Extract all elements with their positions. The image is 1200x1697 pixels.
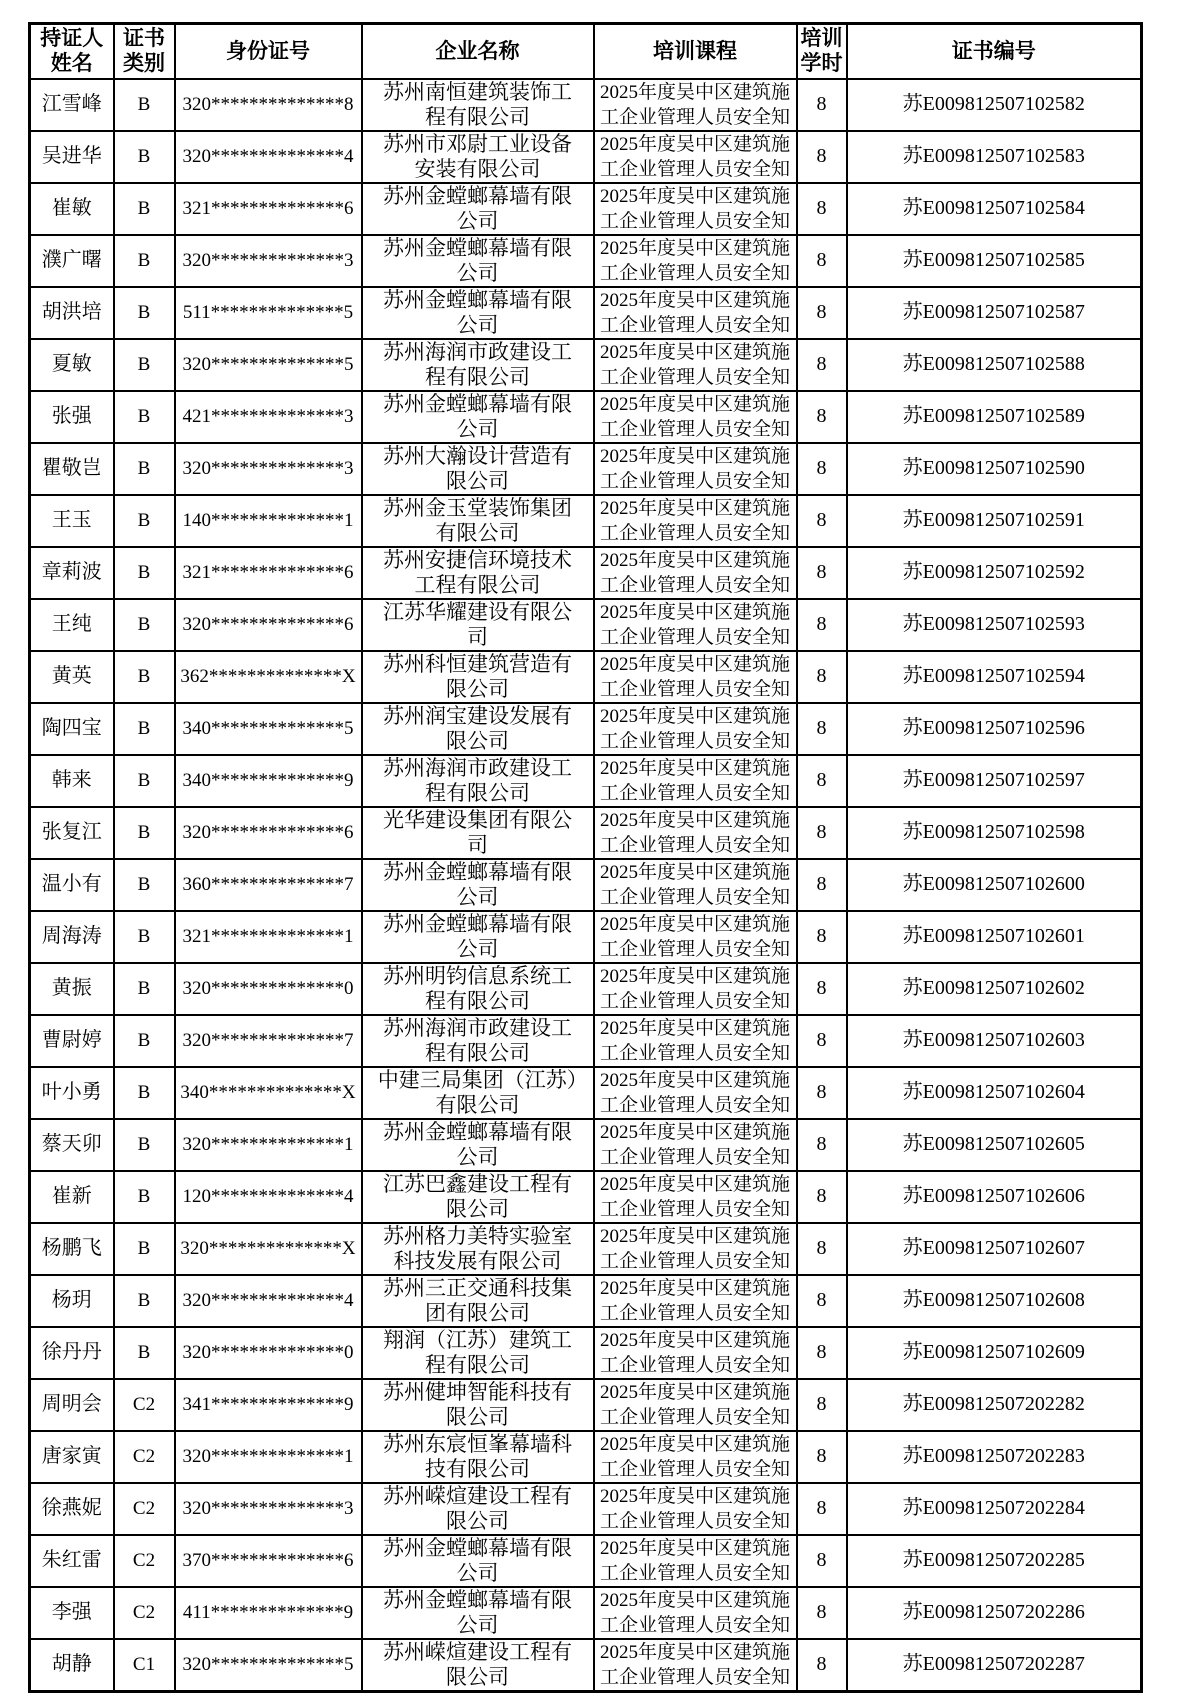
table-row [30, 287, 1142, 339]
cert-number-cell: 苏E009812507102590 [847, 443, 1142, 495]
header-row [30, 24, 1142, 79]
table-row [30, 1587, 1142, 1639]
table-row [30, 1015, 1142, 1067]
company-name-cell: 苏州安捷信环境技术工程有限公司 [362, 547, 594, 599]
id-number-cell: 140**************1 [175, 495, 362, 547]
hours-cell: 8 [797, 495, 847, 547]
table-row [30, 131, 1142, 183]
holder-name-cell: 瞿敬岂 [30, 443, 114, 495]
cert-category-cell: C2 [114, 1431, 175, 1483]
id-number-cell: 320**************5 [175, 1639, 362, 1692]
table-row [30, 1327, 1142, 1379]
hours-cell: 8 [797, 1431, 847, 1483]
cert-category-cell: B [114, 911, 175, 963]
hours-cell: 8 [797, 963, 847, 1015]
course-cell: 2025年度吴中区建筑施工企业管理人员安全知 [594, 495, 797, 547]
course-cell: 2025年度吴中区建筑施工企业管理人员安全知 [594, 1483, 797, 1535]
hours-cell: 8 [797, 287, 847, 339]
holder-name-cell: 夏敏 [30, 339, 114, 391]
holder-name-cell: 黄振 [30, 963, 114, 1015]
hours-cell: 8 [797, 131, 847, 183]
id-number-cell: 320**************7 [175, 1015, 362, 1067]
id-number-cell: 320**************5 [175, 339, 362, 391]
id-number-cell: 340**************5 [175, 703, 362, 755]
course-cell: 2025年度吴中区建筑施工企业管理人员安全知 [594, 235, 797, 287]
table-row [30, 443, 1142, 495]
course-cell: 2025年度吴中区建筑施工企业管理人员安全知 [594, 1327, 797, 1379]
cert-category-cell: B [114, 235, 175, 287]
cert-number-cell: 苏E009812507102606 [847, 1171, 1142, 1223]
holder-name-cell: 杨鹏飞 [30, 1223, 114, 1275]
cert-category-cell: B [114, 547, 175, 599]
id-number-cell: 421**************3 [175, 391, 362, 443]
cert-category-cell: B [114, 391, 175, 443]
holder-name-cell: 徐丹丹 [30, 1327, 114, 1379]
cert-category-cell: B [114, 79, 175, 131]
table-row [30, 963, 1142, 1015]
holder-name-cell: 王玉 [30, 495, 114, 547]
holder-name-cell: 徐燕妮 [30, 1483, 114, 1535]
course-cell: 2025年度吴中区建筑施工企业管理人员安全知 [594, 859, 797, 911]
cert-category-cell: C1 [114, 1639, 175, 1692]
course-cell: 2025年度吴中区建筑施工企业管理人员安全知 [594, 1431, 797, 1483]
cert-number-cell: 苏E009812507102604 [847, 1067, 1142, 1119]
company-name-cell: 苏州南恒建筑装饰工程有限公司 [362, 79, 594, 131]
cert-category-cell: B [114, 599, 175, 651]
hours-cell: 8 [797, 391, 847, 443]
table-row [30, 859, 1142, 911]
cert-category-cell: C2 [114, 1587, 175, 1639]
holder-name-cell: 胡静 [30, 1639, 114, 1692]
course-cell: 2025年度吴中区建筑施工企业管理人员安全知 [594, 651, 797, 703]
hours-cell: 8 [797, 443, 847, 495]
header-company-name: 企业名称 [362, 24, 594, 79]
cert-category-cell: B [114, 963, 175, 1015]
cert-number-cell: 苏E009812507102592 [847, 547, 1142, 599]
company-name-cell: 苏州金螳螂幕墙有限公司 [362, 1587, 594, 1639]
id-number-cell: 340**************X [175, 1067, 362, 1119]
id-number-cell: 120**************4 [175, 1171, 362, 1223]
hours-cell: 8 [797, 807, 847, 859]
course-cell: 2025年度吴中区建筑施工企业管理人员安全知 [594, 1535, 797, 1587]
course-cell: 2025年度吴中区建筑施工企业管理人员安全知 [594, 1171, 797, 1223]
table-row [30, 1171, 1142, 1223]
hours-cell: 8 [797, 755, 847, 807]
course-cell: 2025年度吴中区建筑施工企业管理人员安全知 [594, 79, 797, 131]
course-cell: 2025年度吴中区建筑施工企业管理人员安全知 [594, 131, 797, 183]
hours-cell: 8 [797, 1015, 847, 1067]
table-row [30, 703, 1142, 755]
company-name-cell: 苏州金玉堂装饰集团有限公司 [362, 495, 594, 547]
hours-cell: 8 [797, 1171, 847, 1223]
id-number-cell: 320**************3 [175, 443, 362, 495]
id-number-cell: 370**************6 [175, 1535, 362, 1587]
cert-category-cell: B [114, 1015, 175, 1067]
holder-name-cell: 吴进华 [30, 131, 114, 183]
hours-cell: 8 [797, 1587, 847, 1639]
cert-number-cell: 苏E009812507102608 [847, 1275, 1142, 1327]
cert-number-cell: 苏E009812507102583 [847, 131, 1142, 183]
company-name-cell: 苏州海润市政建设工程有限公司 [362, 755, 594, 807]
table-body [30, 79, 1142, 1692]
id-number-cell: 320**************1 [175, 1119, 362, 1171]
holder-name-cell: 崔新 [30, 1171, 114, 1223]
cert-number-cell: 苏E009812507102593 [847, 599, 1142, 651]
holder-name-cell: 杨玥 [30, 1275, 114, 1327]
training-certificate-table [28, 22, 1143, 1693]
holder-name-cell: 胡洪培 [30, 287, 114, 339]
id-number-cell: 320**************3 [175, 235, 362, 287]
cert-category-cell: B [114, 1327, 175, 1379]
cert-number-cell: 苏E009812507102607 [847, 1223, 1142, 1275]
table-row [30, 1483, 1142, 1535]
id-number-cell: 320**************4 [175, 1275, 362, 1327]
id-number-cell: 340**************9 [175, 755, 362, 807]
cert-number-cell: 苏E009812507102597 [847, 755, 1142, 807]
hours-cell: 8 [797, 599, 847, 651]
holder-name-cell: 濮广曙 [30, 235, 114, 287]
cert-category-cell: C2 [114, 1483, 175, 1535]
course-cell: 2025年度吴中区建筑施工企业管理人员安全知 [594, 1223, 797, 1275]
course-cell: 2025年度吴中区建筑施工企业管理人员安全知 [594, 1275, 797, 1327]
holder-name-cell: 周明会 [30, 1379, 114, 1431]
course-cell: 2025年度吴中区建筑施工企业管理人员安全知 [594, 183, 797, 235]
course-cell: 2025年度吴中区建筑施工企业管理人员安全知 [594, 1639, 797, 1692]
cert-category-cell: B [114, 1275, 175, 1327]
id-number-cell: 321**************6 [175, 547, 362, 599]
header-hours: 培训学时 [797, 24, 847, 79]
cert-category-cell: B [114, 859, 175, 911]
cert-category-cell: B [114, 755, 175, 807]
course-cell: 2025年度吴中区建筑施工企业管理人员安全知 [594, 963, 797, 1015]
cert-number-cell: 苏E009812507202283 [847, 1431, 1142, 1483]
cert-number-cell: 苏E009812507102588 [847, 339, 1142, 391]
holder-name-cell: 黄英 [30, 651, 114, 703]
cert-number-cell: 苏E009812507202282 [847, 1379, 1142, 1431]
course-cell: 2025年度吴中区建筑施工企业管理人员安全知 [594, 1067, 797, 1119]
company-name-cell: 苏州东宸恒峯幕墙科技有限公司 [362, 1431, 594, 1483]
holder-name-cell: 江雪峰 [30, 79, 114, 131]
id-number-cell: 511**************5 [175, 287, 362, 339]
cert-number-cell: 苏E009812507102582 [847, 79, 1142, 131]
hours-cell: 8 [797, 235, 847, 287]
hours-cell: 8 [797, 1379, 847, 1431]
cert-number-cell: 苏E009812507102591 [847, 495, 1142, 547]
holder-name-cell: 周海涛 [30, 911, 114, 963]
company-name-cell: 苏州海润市政建设工程有限公司 [362, 1015, 594, 1067]
hours-cell: 8 [797, 1119, 847, 1171]
company-name-cell: 江苏巴鑫建设工程有限公司 [362, 1171, 594, 1223]
header-holder-name: 持证人姓名 [30, 24, 114, 79]
holder-name-cell: 朱红雷 [30, 1535, 114, 1587]
holder-name-cell: 曹尉婷 [30, 1015, 114, 1067]
holder-name-cell: 陶四宝 [30, 703, 114, 755]
table-row [30, 547, 1142, 599]
company-name-cell: 苏州嵘煊建设工程有限公司 [362, 1639, 594, 1692]
company-name-cell: 苏州格力美特实验室科技发展有限公司 [362, 1223, 594, 1275]
cert-number-cell: 苏E009812507202286 [847, 1587, 1142, 1639]
cert-number-cell: 苏E009812507102589 [847, 391, 1142, 443]
company-name-cell: 苏州科恒建筑营造有限公司 [362, 651, 594, 703]
course-cell: 2025年度吴中区建筑施工企业管理人员安全知 [594, 287, 797, 339]
cert-category-cell: B [114, 339, 175, 391]
header-cert-category: 证书类别 [114, 24, 175, 79]
holder-name-cell: 张强 [30, 391, 114, 443]
holder-name-cell: 温小有 [30, 859, 114, 911]
table-row [30, 1431, 1142, 1483]
cert-number-cell: 苏E009812507102584 [847, 183, 1142, 235]
company-name-cell: 苏州金螳螂幕墙有限公司 [362, 235, 594, 287]
course-cell: 2025年度吴中区建筑施工企业管理人员安全知 [594, 547, 797, 599]
company-name-cell: 苏州金螳螂幕墙有限公司 [362, 183, 594, 235]
cert-number-cell: 苏E009812507102601 [847, 911, 1142, 963]
company-name-cell: 苏州金螳螂幕墙有限公司 [362, 1535, 594, 1587]
id-number-cell: 362**************X [175, 651, 362, 703]
holder-name-cell: 唐家寅 [30, 1431, 114, 1483]
cert-category-cell: B [114, 1223, 175, 1275]
holder-name-cell: 章莉波 [30, 547, 114, 599]
id-number-cell: 320**************3 [175, 1483, 362, 1535]
hours-cell: 8 [797, 339, 847, 391]
cert-number-cell: 苏E009812507102605 [847, 1119, 1142, 1171]
cert-category-cell: B [114, 651, 175, 703]
cert-number-cell: 苏E009812507202287 [847, 1639, 1142, 1692]
table-row [30, 599, 1142, 651]
table-row [30, 1119, 1142, 1171]
company-name-cell: 苏州海润市政建设工程有限公司 [362, 339, 594, 391]
id-number-cell: 320**************0 [175, 1327, 362, 1379]
holder-name-cell: 王纯 [30, 599, 114, 651]
table-row [30, 1067, 1142, 1119]
table-row [30, 79, 1142, 131]
cert-number-cell: 苏E009812507202285 [847, 1535, 1142, 1587]
course-cell: 2025年度吴中区建筑施工企业管理人员安全知 [594, 391, 797, 443]
course-cell: 2025年度吴中区建筑施工企业管理人员安全知 [594, 1015, 797, 1067]
course-cell: 2025年度吴中区建筑施工企业管理人员安全知 [594, 443, 797, 495]
company-name-cell: 江苏华耀建设有限公司 [362, 599, 594, 651]
cert-category-cell: B [114, 131, 175, 183]
cert-category-cell: B [114, 1067, 175, 1119]
id-number-cell: 321**************6 [175, 183, 362, 235]
table-row [30, 235, 1142, 287]
table-row [30, 1639, 1142, 1692]
id-number-cell: 320**************0 [175, 963, 362, 1015]
cert-category-cell: B [114, 495, 175, 547]
cert-category-cell: B [114, 183, 175, 235]
id-number-cell: 320**************X [175, 1223, 362, 1275]
course-cell: 2025年度吴中区建筑施工企业管理人员安全知 [594, 1119, 797, 1171]
table-header [30, 24, 1142, 79]
course-cell: 2025年度吴中区建筑施工企业管理人员安全知 [594, 703, 797, 755]
company-name-cell: 苏州金螳螂幕墙有限公司 [362, 287, 594, 339]
cert-number-cell: 苏E009812507102609 [847, 1327, 1142, 1379]
hours-cell: 8 [797, 1535, 847, 1587]
hours-cell: 8 [797, 911, 847, 963]
hours-cell: 8 [797, 1067, 847, 1119]
cert-number-cell: 苏E009812507102594 [847, 651, 1142, 703]
table-row [30, 1223, 1142, 1275]
table-row [30, 495, 1142, 547]
table-row [30, 807, 1142, 859]
table-row [30, 391, 1142, 443]
company-name-cell: 苏州健坤智能科技有限公司 [362, 1379, 594, 1431]
cert-category-cell: B [114, 1171, 175, 1223]
header-course: 培训课程 [594, 24, 797, 79]
table-row [30, 1535, 1142, 1587]
hours-cell: 8 [797, 1275, 847, 1327]
hours-cell: 8 [797, 703, 847, 755]
company-name-cell: 苏州明钧信息系统工程有限公司 [362, 963, 594, 1015]
company-name-cell: 苏州大瀚设计营造有限公司 [362, 443, 594, 495]
id-number-cell: 320**************1 [175, 1431, 362, 1483]
course-cell: 2025年度吴中区建筑施工企业管理人员安全知 [594, 1379, 797, 1431]
course-cell: 2025年度吴中区建筑施工企业管理人员安全知 [594, 911, 797, 963]
id-number-cell: 411**************9 [175, 1587, 362, 1639]
id-number-cell: 320**************6 [175, 599, 362, 651]
table-row [30, 911, 1142, 963]
header-id-number: 身份证号 [175, 24, 362, 79]
cert-number-cell: 苏E009812507102600 [847, 859, 1142, 911]
holder-name-cell: 韩来 [30, 755, 114, 807]
table-row [30, 755, 1142, 807]
table-row [30, 1275, 1142, 1327]
cert-category-cell: B [114, 703, 175, 755]
cert-number-cell: 苏E009812507102585 [847, 235, 1142, 287]
hours-cell: 8 [797, 859, 847, 911]
cert-category-cell: B [114, 443, 175, 495]
company-name-cell: 翔润（江苏）建筑工程有限公司 [362, 1327, 594, 1379]
company-name-cell: 光华建设集团有限公司 [362, 807, 594, 859]
company-name-cell: 苏州嵘煊建设工程有限公司 [362, 1483, 594, 1535]
company-name-cell: 苏州金螳螂幕墙有限公司 [362, 859, 594, 911]
holder-name-cell: 崔敏 [30, 183, 114, 235]
table-row [30, 1379, 1142, 1431]
hours-cell: 8 [797, 1327, 847, 1379]
cert-number-cell: 苏E009812507102603 [847, 1015, 1142, 1067]
id-number-cell: 341**************9 [175, 1379, 362, 1431]
company-name-cell: 苏州三正交通科技集团有限公司 [362, 1275, 594, 1327]
company-name-cell: 苏州金螳螂幕墙有限公司 [362, 1119, 594, 1171]
course-cell: 2025年度吴中区建筑施工企业管理人员安全知 [594, 807, 797, 859]
id-number-cell: 320**************8 [175, 79, 362, 131]
cert-number-cell: 苏E009812507102596 [847, 703, 1142, 755]
cert-category-cell: B [114, 287, 175, 339]
cert-number-cell: 苏E009812507102602 [847, 963, 1142, 1015]
hours-cell: 8 [797, 1223, 847, 1275]
cert-number-cell: 苏E009812507102587 [847, 287, 1142, 339]
company-name-cell: 苏州润宝建设发展有限公司 [362, 703, 594, 755]
table-row [30, 651, 1142, 703]
holder-name-cell: 蔡天卯 [30, 1119, 114, 1171]
hours-cell: 8 [797, 1483, 847, 1535]
holder-name-cell: 李强 [30, 1587, 114, 1639]
company-name-cell: 苏州金螳螂幕墙有限公司 [362, 391, 594, 443]
header-cert-number: 证书编号 [847, 24, 1142, 79]
cert-category-cell: C2 [114, 1535, 175, 1587]
course-cell: 2025年度吴中区建筑施工企业管理人员安全知 [594, 1587, 797, 1639]
id-number-cell: 360**************7 [175, 859, 362, 911]
cert-category-cell: C2 [114, 1379, 175, 1431]
id-number-cell: 321**************1 [175, 911, 362, 963]
cert-category-cell: B [114, 807, 175, 859]
table-row [30, 183, 1142, 235]
hours-cell: 8 [797, 79, 847, 131]
cert-category-cell: B [114, 1119, 175, 1171]
id-number-cell: 320**************6 [175, 807, 362, 859]
course-cell: 2025年度吴中区建筑施工企业管理人员安全知 [594, 599, 797, 651]
hours-cell: 8 [797, 651, 847, 703]
holder-name-cell: 叶小勇 [30, 1067, 114, 1119]
cert-number-cell: 苏E009812507102598 [847, 807, 1142, 859]
cert-number-cell: 苏E009812507202284 [847, 1483, 1142, 1535]
table-row [30, 339, 1142, 391]
hours-cell: 8 [797, 1639, 847, 1692]
hours-cell: 8 [797, 183, 847, 235]
company-name-cell: 苏州金螳螂幕墙有限公司 [362, 911, 594, 963]
company-name-cell: 苏州市邓尉工业设备安装有限公司 [362, 131, 594, 183]
holder-name-cell: 张复江 [30, 807, 114, 859]
hours-cell: 8 [797, 547, 847, 599]
company-name-cell: 中建三局集团（江苏）有限公司 [362, 1067, 594, 1119]
course-cell: 2025年度吴中区建筑施工企业管理人员安全知 [594, 339, 797, 391]
course-cell: 2025年度吴中区建筑施工企业管理人员安全知 [594, 755, 797, 807]
id-number-cell: 320**************4 [175, 131, 362, 183]
